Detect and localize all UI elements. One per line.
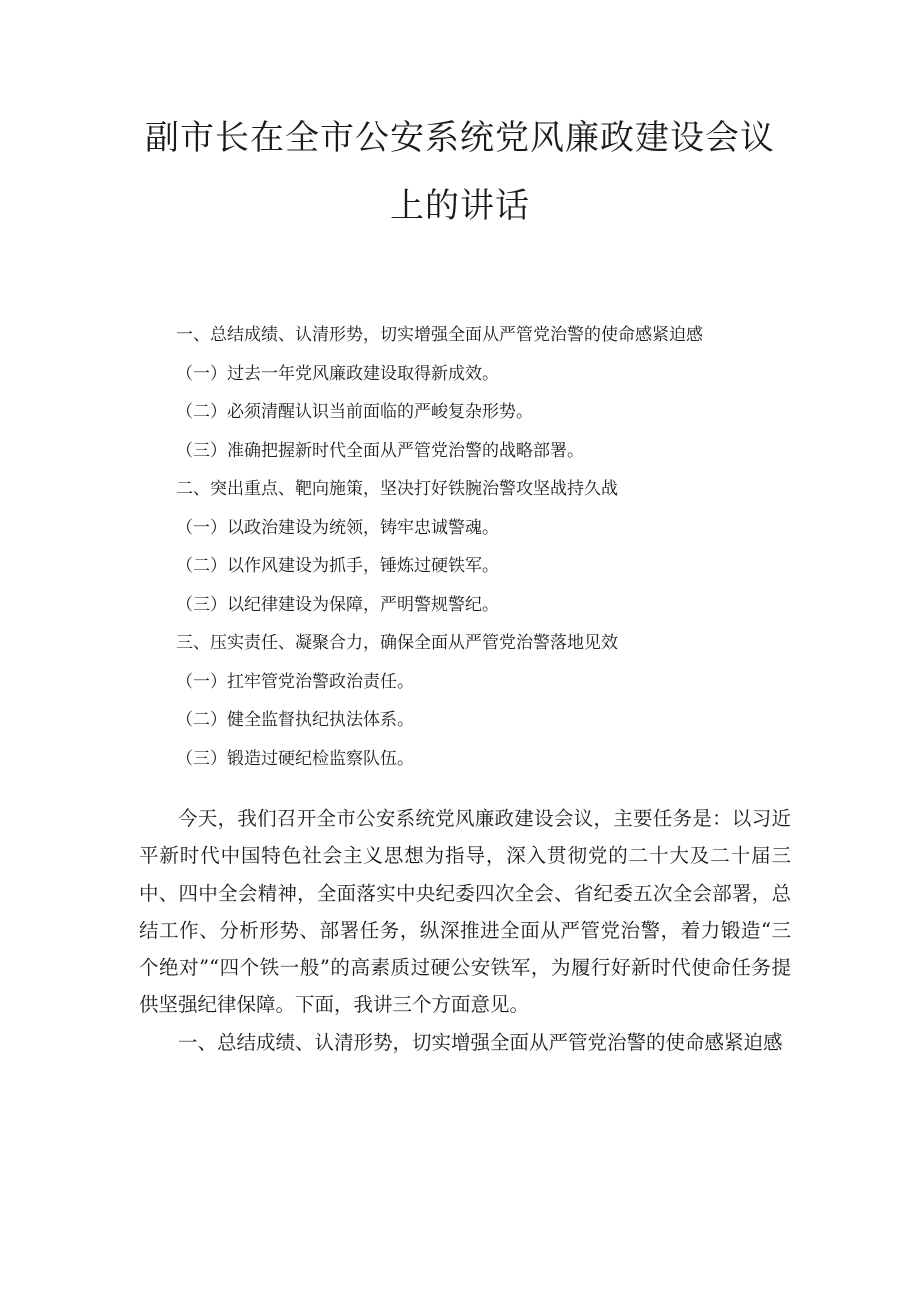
outline-item: （三）锻造过硬纪检监察队伍。: [176, 748, 414, 769]
outline-item: 一、总结成绩、认清形势，切实增强全面从严管党治警的使命感紧迫感: [176, 325, 703, 345]
outline-item: （二）健全监督执纪执法体系。: [176, 710, 414, 730]
outline-item: （三）以纪律建设为保障，严明警规警纪。: [176, 594, 499, 615]
section-heading: 一、总结成绩、认清形势，切实增强全面从严管党治警的使命感紧迫感: [178, 1030, 783, 1054]
document-title-line-2: 上的讲话: [390, 186, 530, 226]
document-body: [139, 800, 791, 1061]
outline-item: （三）准确把握新时代全面从严管党治警的战略部署。: [176, 440, 584, 461]
outline-item: 三、压实责任、凝聚合力，确保全面从严管党治警落地见效: [176, 633, 618, 653]
outline-item: （一）过去一年党风廉政建设取得新成效。: [176, 363, 499, 384]
outline-item: （二）以作风建设为抓手，锤炼过硬铁军。: [176, 556, 499, 576]
outline-item: （二）必须清醒认识当前面临的严峻复杂形势。: [176, 402, 533, 422]
body-paragraph: 今天，我们召开全市公安系统党风廉政建设会议，主要任务是：以习近平新时代中国特色社会主义思想为指导，深入贯彻党的二十大及二十届三中、四中全会精神，全面落实中央纪委四次全会、省纪委五次全会部署，总结工作、分析形势、部署任务，纵深推进全面从严管党治警，着力锻造“三个绝对”“四个铁一般”的高素质过硬公安铁军，为履行好新时代使命任务提供坚强纪律保障。下面，我讲三个方面意见。: [139, 807, 791, 1017]
outline-item: （一）扛牢管党治警政治责任。: [176, 671, 414, 692]
outline-item: （一）以政治建设为统领，铸牢忠诚警魂。: [176, 517, 499, 538]
outline-list: [176, 316, 703, 778]
document-title-line-1: 副市长在全市公安系统党风廉政建设会议: [145, 118, 775, 158]
outline-item: 二、突出重点、靶向施策，坚决打好铁腕治警攻坚战持久战: [176, 479, 618, 499]
